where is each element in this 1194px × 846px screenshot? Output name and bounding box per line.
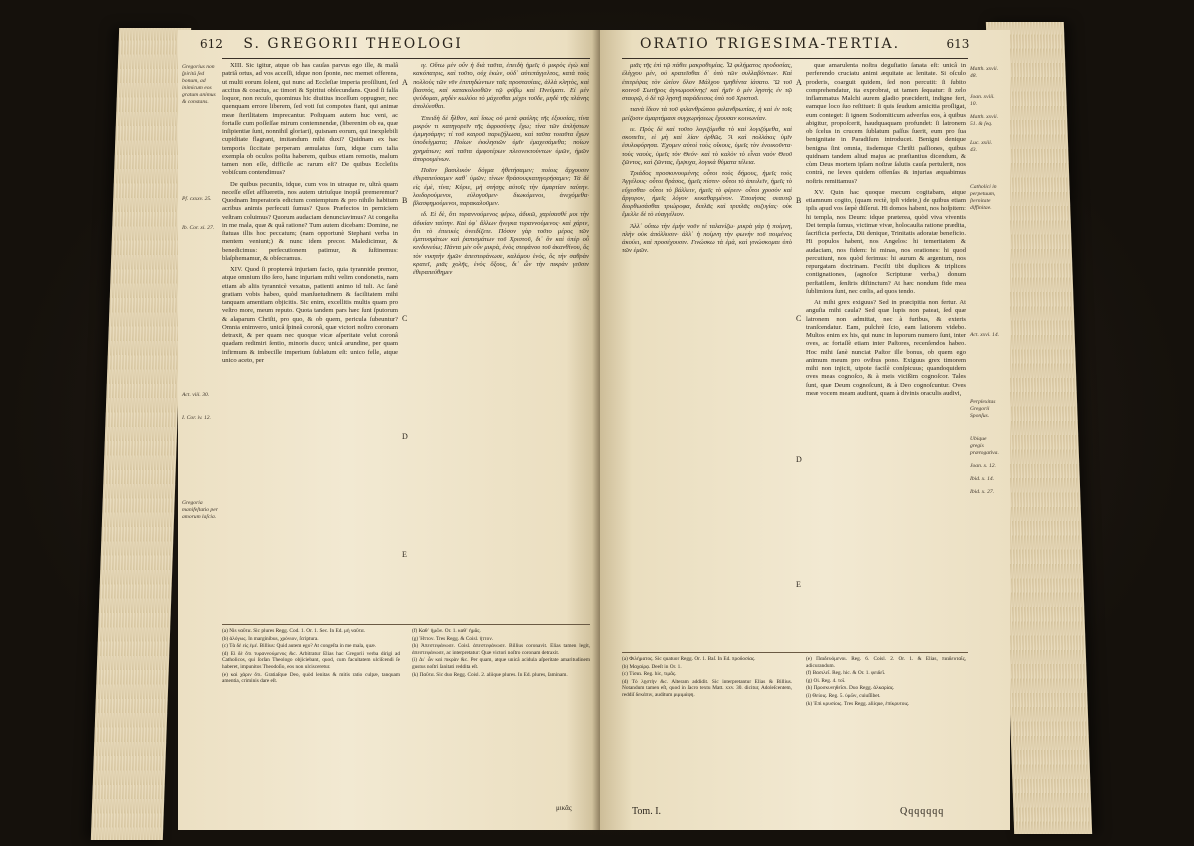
right-running-title: ORATIO TRIGESIMA-TERTIA.	[640, 36, 901, 52]
paragraph: De quibus pecuniis, idque, cum vos in utraque re, ultrà quam neceſſe eſſet afflueretis, nos autem utriuſque inopiâ premeremur? Quodnam Imperatoris edictum contemptum & pro nihilo habitum acribus animis perfecuti ſumus? Quos Præfectos in perniciem veſtram coluimus? Quorum audaciam denunciavimus? At congeſta in me mala, quæ & quâ ratione? Tum autem dicebam: Domine, ne ſtatuas illis hoc peccatum; (nam opportunè Stephani verba in mentem veniunt;) & nunc idem precor. Maledicimur, & benedicimus: perſecutionem patimur, & ſuſtinemus: blaſphemamur, & obſecramus.	[222, 180, 398, 262]
footnote: (b) ἀλόγως. In marginibus, χρόνιον, ſcriptura.	[222, 635, 319, 642]
left-running-head	[200, 36, 463, 52]
footnote: (e) καὶ χάριν ὅτι. Gratiaſque Deo, quòd lenitas & mitis ratio culpæ, tanquam amentia, criminis dare eſt.	[222, 671, 400, 685]
column-letter: C	[402, 314, 408, 323]
right-page-number: 613	[946, 37, 970, 51]
paragraph: quæ amarulenta noſtra deguſtatio ſanata eſt: unicâ in perferendo cruciatu animi æquitate ac lenitate. Si oſculo proderis, coarguit quidem, ſed non percutit: ſi ſubito comprehendatur, ita exprobrat, ut tamen ſequatur: ſi zelo inflammatus Malchi aurem gladio præciderit, indigne fert, eamque loco ſuo reſtituet: ſi quis ſeudum amicitia proſligat, eum conteget: ſi ignem Sodomiticum adverſus eos, à quibus abigitur, propoſcerit, haudquaquam profundet: ſi latronem ob ſcelus in crucem ſublatum paſſus ſuerit, eum pro ſua benignitate in Paradiſum introducet. Benigni denique benigna ſint omnia, iisdemque Chriſti paſſiones, quibus quidnam tandem aliud majus ac præſtantius dicendum, & cùm Deus mortem ipſam noſtræ ſalutis cauſa pertulerit, nos contrà, ne leves quidem offenſas & injurias æquabimus noſtris remittamus?	[806, 62, 966, 185]
right-footnotes-a	[622, 656, 792, 796]
footnote: (a) Nis ναῦτα. Sic plures Regg. Cod. 1. Or. 1. Sec. In Ed. μὴ ναῦτα.	[222, 628, 365, 634]
right-margin-notes	[970, 66, 1000, 502]
margin-note: Luc. xxiii. 43.	[970, 140, 993, 153]
column-letter: A	[796, 78, 802, 87]
paragraph: XIII. Sic igitur, atque ob has cauſas parvus ego ille, & malâ patriâ ortus, ad vos acceſſi, idque non ſponte, nec memet offerens, ut multi eorum ſolent, qui nunc ad Eccleſiæ imperia proſiliunt, ſed accitus & coactus, ac timori & Spiritui obſecundans. Quod ſi falſa loquor, non recuſo, quominus hic diuitius inceſſum oppugner, nec quenquam errore liberem, ſed voti ſui compotes fiant, qui animæ meæ ſterilitatem imprecantur. Poſtquam autem huc veni, ac fortaſſe cum poſſeſſae mirum contemnendæ, (liberenim ob ea, quæ inſipientiæ ſunt, nonnihil gloriari), quisnam eorum, qui inexplebili cupiditate flagrant, imitandum mihi duxi? Quidnam ex hac temporis ſiccitate perperam æmulatus ſum, idque cum talia exempla ob oculos poſita haberem, quibus etiam remotis, malum tamen non eſſe, difficile ac rarum eſt? De quibus Eccleſiis vobiſcum contendimus?	[222, 62, 398, 177]
left-footnotes-b	[412, 628, 590, 798]
right-latin-column	[806, 62, 966, 648]
footnote: (k) Ἐπὶ κρυσίοις. Tres Regg. aliique, ἐπίκρυτοις.	[806, 700, 910, 707]
margin-note: Act. xxvi. 14.	[970, 332, 1000, 338]
margin-note: Act. viii. 30.	[182, 392, 210, 398]
margin-note: Ib. Cor. xi. 27.	[182, 225, 215, 231]
footnote: (f) Καθ᾿ ἡμῶν. Or. 1. καθ᾿ ἡμᾶς.	[412, 628, 481, 634]
footnote: (h) Ἀπεστεφάνωσε. Coisl. ἀπεστεφάνωσε. Billius coronavit. Elias tamen legit, ἀπεστεφάνωσε, ac interpretatur: Quæ victori noſtro coronam detraxit.	[412, 643, 590, 656]
footnote: (k) Παῦτα. Sic duo Regg. Coisl. 2. aliique plures. In Ed. plures, ſaminam.	[412, 671, 568, 678]
tome-label: Tom. I.	[632, 806, 662, 817]
margin-note: Ibid. x. 14.	[970, 476, 995, 482]
margin-note: Catholici in perpetuum, ſternitate diffinitae.	[970, 184, 997, 211]
margin-note: Gregorius non ſpiritû ſed bonum, ad inimicum eos gratum animus & constans.	[182, 64, 216, 105]
left-footnotes-a	[222, 628, 400, 808]
margin-note: Perplexitas Gregorii Sponſus.	[970, 399, 996, 419]
paragraph: Ἐπειδὴ δὲ ἦλθον, καὶ ἴσως οὐ μετὰ φαύλης τῆς ἐξουσίας, τίνα μικρόν τι κατηγορεῖν τῆς ἀφροσύνης ἔχω; τίνα τῶν ἀπλήστων ἐμιμησάμην; τί τοῦ καιροῦ παρεζήλωσα, καὶ ταῦτα τοιαῦτα ἔχων ὑποδείγματα; Ποίων ἐκκλησιῶν ὑμῖν ἐμαχεσάμεθα; ποίων χρημάτων; καὶ ταῦτα ἀμφοτέρων πλεονεκτούντων ὑμῶν, ἡμῶν ἀπορουμένων.	[413, 114, 589, 163]
margin-note: Joan. x. 12.	[970, 463, 996, 469]
footnote: (f) Βασιλεῖ. Reg. hic. & Or. 1. φειδεῖ.	[806, 670, 886, 677]
right-running-head	[640, 36, 969, 52]
footnote: (e) Παιδευόμενοι. Reg. 6. Coisl. 2. Or. 1. & Elias, παιδευταῖς, adicurandum.	[806, 656, 966, 669]
margin-note: Matth. xxvii. 51. & ſeq.	[970, 114, 999, 127]
column-letter: B	[402, 196, 408, 205]
right-greek-column	[622, 62, 792, 648]
column-letter: E	[402, 550, 407, 559]
paragraph: Ποῖον βασιλικὸν δόγμα ἠθετήσαμεν; ποίοις ἄρχουσιν ἐθεραπεύσαμεν καθ᾿ ὑμῶν; τίνων θράσουςκατηγορήσαμεν; Τὰ δὲ εἰς ἐμὲ, τίνα; Κύριε, μὴ στήσῃς αὐτοῖς τὴν ἁμαρτίαν ταύτην. λοιδορούμενοι, εὐλογοῦμεν· διωκόμενοι, ἀνεχόμεθα· βλασφημούμενοι, παρακαλοῦμεν.	[413, 167, 589, 207]
paragraph: Τριάδος προσκυνουμένης οὗτοι τοὺς δήμους, ἡμεῖς τοὺς Ἀγγέλους· οὗτοι θράσος, ἡμεῖς πίστιν· οὗτοι τὸ ἀπειλεῖν, ἡμεῖς τὸ εὔχεσθαι· οὗτοι τὸ βάλλειν, ἡμεῖς τὸ φέρειν· οὗτοι χρυσὸν καὶ ἄργυρον, ἡμεῖς λόγον κεκαθαρμένον. Ἐποιήσας σεαυτῷ διορθωσάσθαι τριώροφα, διπλᾶς καὶ τριπλᾶς συζυγίας· οὐκ ἔμελλε δὲ τὸ εὐαγγέλιον.	[622, 170, 792, 219]
footnote: (c) Τὰ δὲ εἰς ἐμέ. Billius: Quid autem ego? At congeſta in me mala, quæ.	[222, 643, 376, 650]
margin-note: Ubique gregis prærogativa.	[970, 436, 999, 456]
paragraph: XIV. Quod ſi proptereà injuriam facio, quia tyrannide premor, atque omnium iſto ſero, hanc injuriam mihi velim condonetis, nam etiam ab aliis tyrannicè vexatus, patienti animo id tuli. Ac ſanè gratiam vobis habeo, quòd manſuetudinem & facilitatem mihi tanquam amentiam objicitis. Sic enim, excellitis multis quam pro veſtro more, meum reputo. Quota tandem pars hæc ſunt ſputorum & alaparum Chriſti, pro quo, & ob quem, pericula ſubeuntur? Omnia enimvero, unicâ ſpineâ coronâ, quæ victori noſtro coronam detraxit, & per quam nec quoque vicæ aſperitate velut coronâ quadam redimiri ſentio, minoris duco; unicâ arundine, per quam infirmum & imbecille imperium ſublatum eſt: unico felle, atque unico aceto, per	[222, 266, 398, 364]
column-letter: C	[796, 314, 802, 323]
footnote: (b) Μαχαίρᾳ. Deeſt in Or. 1.	[622, 663, 682, 670]
margin-note: Joan. xviii. 10.	[970, 94, 995, 107]
margin-note: I. Cor. iv. 12.	[182, 415, 211, 421]
right-head-rule	[622, 58, 968, 59]
margin-note: Gregoria manifeſtatio per amorum laſcia.	[182, 500, 218, 520]
footnote: (i) Δι᾿ ὧν καὶ πικρὰν &c. Per quam, atque unicâ acidula aſperitate amaritudinem gustus noſtri ſanitati reddita eſt.	[412, 657, 590, 670]
left-greek-column	[413, 62, 589, 618]
paragraph: ιδ. Εἰ δὲ, ὅτι τυραννούμενος φέρω, ἀδικῶ, χαρίσασθέ μοι τὴν ἀδικίαν ταύτην. Καὶ ὑφ᾿ ἄλλων ἤνεγκα τυραννούμενος· καὶ χάριν, ὅτι τὸ ἐπιεικὲς ὀνειδίζετε. Πόσον γὰρ τοῦτο μέρος τῶν ἐμπτυσμάτων καὶ ῥαπισμάτων τοῦ Χριστοῦ, δι᾿ ὃν καὶ ὑπὲρ οὗ κινδυνεύω; Πάντα μὲν οὖν μικρὰ, ἑνὸς στεφάνου τοῦ ἀκανθίνου, ὃς τὸν νικητὴν ἡμῶν ἀπεστεφάνωσε, καλάμου ἑνὸς, ὃς τὴν σαθρὰν κρατεῖ, μιᾶς χολῆς, ἑνὸς ὄξους, δι᾿ ὧν τὴν πικρὰν γεῦσιν ἐθεραπεύθημεν	[413, 211, 589, 276]
column-letter: D	[796, 455, 802, 464]
column-letter: D	[402, 432, 408, 441]
column-letter: B	[796, 196, 802, 205]
right-footnotes-b	[806, 656, 966, 796]
left-running-title: S. GREGORII THEOLOGI	[243, 36, 463, 52]
footnote: (d) Εἰ δὲ ὅτι τυραννούμενος &c. Arbitratur Elias hac Gregorii verba dirigi ad Catholicos, qui ſorſan Theologo objiciebant, quod, cum facultatem ulciſcendi ſe haberet, impunitos Theodoſio, eos non ulcisceretur.	[222, 650, 400, 670]
footnote: (g) Οἱ. Reg. 4. τοῖ.	[806, 677, 846, 684]
left-notes-rule	[222, 624, 590, 625]
margin-note: Pſ. cxxxv. 25.	[182, 196, 212, 202]
left-latin-column	[222, 62, 398, 618]
margin-note: Ibid. x. 27.	[970, 489, 995, 495]
right-notes-rule	[622, 652, 968, 653]
footnote: (a) Φιλήματος. Sic quatuor Regg. Or. 1. Baſ. In Ed. προδοσίας.	[622, 656, 756, 662]
column-letter: A	[402, 78, 408, 87]
left-page-number: 612	[200, 37, 223, 51]
paragraph: ιγ. Οὕτω μὲν οὖν ἡ διὰ ταῦτα, ἐπειδὴ ἡμεῖς ὁ μικρὸς ἐγὼ καὶ κακόπατρις, καὶ τοῦτο, οὐχ ἑκὼν, οὐδ᾿ αὐτεπάγγελτος, κατὰ τοὺς πολλοὺς τῶν νῦν ἐπιπηδώντων ταῖς προστασίαις, ἀλλὰ κλητὸς, καὶ βιαστὸς, καὶ κατακολουθῶν τῷ φόβῳ καὶ Πνεύματι. Εἰ μὲν ψεύδομαι, μηδὲν κωλύοι τὸ μάχεσθαι μέχρι τοῦδε, μηδὲ τῆς πλάνης ἀπολύεσθαι.	[413, 62, 589, 111]
paragraph: ιε. Πρὸς δὲ καὶ τοῦτο λογιζόμεθα τὸ καὶ λογιζόμεθα, καὶ σκοπεῖτε, εἰ μὴ καὶ λίαν ὀρθῶς. Ἃ καὶ πολλάκις ὑμῖν ἐσυλοφόρησα. Ἐχομεν αὐτοὶ τοὺς οἴκους, ὑμεῖς τὸν ἐνοικοῦντα· τοὺς ναοὺς, ὑμεῖς τὸν Θεόν· καὶ τὸ καλὸν τὸ εἶναι ναὸν Θεοῦ ζῶντος, καὶ ζῶντας, ἔμψυχα, λογικὰ θύματα τέλεια.	[622, 125, 792, 166]
column-letter: E	[796, 580, 801, 589]
footnote: (h) Προσκυνηθεῖσι. Duo Regg. ἀλκαρίας.	[806, 685, 895, 692]
signature-mark: Qqqqqqq	[900, 806, 945, 817]
footnote: (d) Τὸ λῃστὴν &c. Alteram addidit. Sic interpretantur Elias & Billius. Notandum tamen eſt, quod in ſacro textu Matt. xxv. 30. dicitur, Adoleſcentem, reddiſ δεκάπιν, auditum ριμιμάφη.	[622, 678, 792, 698]
left-margin-notes	[182, 64, 220, 527]
paragraph: Ἀλλ᾿ οὔπω τὴν ἐμὴν νοῦν τέ ταλανίζω· μικρὰ γὰρ ἡ ποίμνη, πλὴν οὐκ ἀπόλλυσιν· ἀλλ᾿ ἡ ποίμνη τὴν φωνὴν τοῦ ποιμένος ἀκούει, καὶ προσέχουσιν. Γινώσκω τὰ ἐμὰ, καὶ γινώσκομαι ὑπὸ τῶν ἐμῶν.	[622, 222, 792, 255]
paragraph: At mihi grex exiguus? Sed in præcipitia non fertur. At anguſta mihi caula? Sed quæ lupis non pateat, ſed quæ latronem non admittat, nec à furibus, & exteris tranſcendatur. Eam, pulchrè ſcio, eam latiorem videbo. Multos enim ex his, qui nunc in luporum numero ſunt, inter oves, ac fortaſſè etiam inter Paſtores, recenſendos habeo. Hoc mihi ſanè nunciat Paſtor ille bonus, ob quem ego animum meum pro ovibus pono. Exiguus grex timorem mihi non injicit, utpote facilè conſpicuus; quandoquidem oves meas cognoſco, & à meis vicißim cognoſcor. Tales ſunt, quæ Deum cognoſcunt, & à Deo cognoſcuntur. Oves meæ vocem meam audiunt, quam à divinis oraculis audivi,	[806, 299, 966, 397]
footnote: (i) Θείοις. Reg. 5. ὑμῶν, cuiuſſibet.	[806, 692, 881, 699]
catchword: μικᾶς	[556, 804, 572, 812]
left-head-rule	[222, 58, 590, 59]
footnote: (c) Τίσαι. Reg. hic, τιμᾶς.	[622, 671, 677, 678]
paragraph: τιανὰ ἴδιον τὰ τοῦ φιλανθρώπου φιλανθρωπίας, ἡ καὶ ἐν τοῖς μείζοσιν ἁμαρτήμασι συγχωρήσεως ἔχουσαν κοινωνίαν.	[622, 106, 792, 122]
margin-note: Matth. xxvii. 48.	[970, 66, 999, 79]
paragraph: XV. Quin hac quoque mecum cogitabam, atque etiamnum cogito, (quam rectè, ipſi videte,) de quibus etiam ipſis apud vos ſæpè diſſerui. Hi domos habent, nos hoſpitem: hi templa, nos Deum: idque præterea, quòd viva viventis Dei templa ſumus, victimæ vivæ, holocauſta ratione prædita, ſacrificia perfecta, Dii denique, Trinitatis adoratæ beneficio. Hi populos habent, nos Angelos: hi temeritatem & audaciam, nos fidem: hi minas, nos orationes: hi quod percutiunt, nos quòd ferimus: hi aurum & argentum, nos repurgatam doctrinam. Feciſti tibi duplices & triplices contignationes, (agnoſce Scripturæ verba,) donum perſtatilem, ſenſtris diſtinctum? At hæc nondum fide mea ſublimiora ſunt, nec cœlis, ad quos tendo.	[806, 188, 966, 295]
footnote: (g) Ἡττον. Tres Regg. & Coisl. ἡττον.	[412, 635, 494, 642]
paragraph: μιᾶς τῆς ἐπὶ τῷ πάθει μακροθυμίας. Ὦ φιλήματος προδοσίας, ἐλέγχου μὲν, οὐ κρατεῖσθαι δ᾿ ὑπὸ τῶν συλλαβόντων. Καὶ ἐπιτρέψας τὸν ὠτίον ὅλον Μάλχου τμηθέντα ἰάσατο. Ὢ τοῦ κοινοῦ Σωτῆρος ἀγνωμοσύνης! καὶ ἡμῖν ὁ μὲν λῃστὴς ἐν τῷ σταυρῷ, ὁ δὲ τῷ λῃστῇ παράδεισος ὑπὸ τοῦ Χριστοῦ.	[622, 62, 792, 102]
